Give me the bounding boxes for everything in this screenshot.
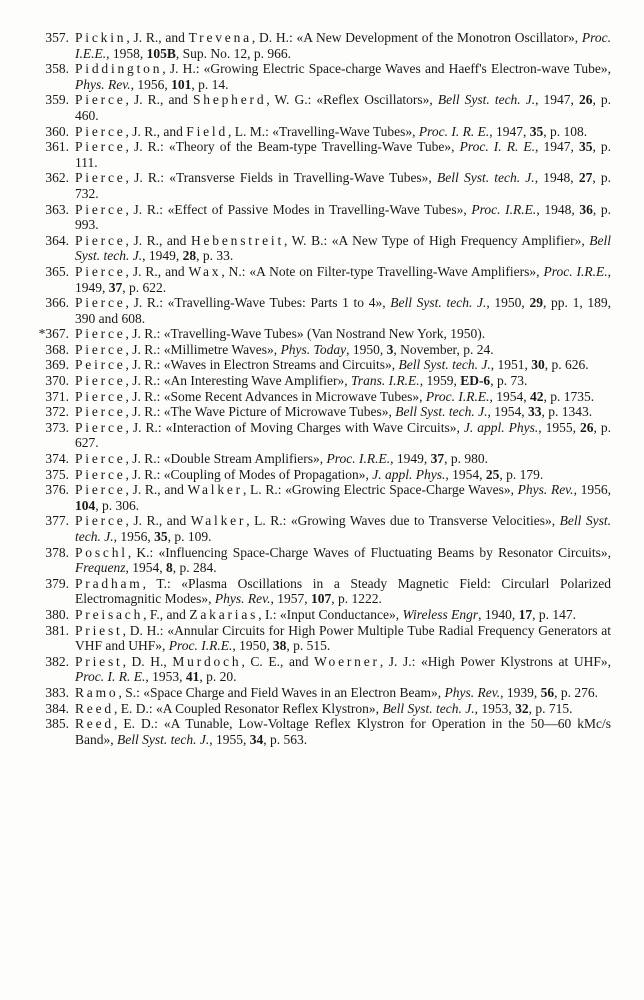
- author-name: Ramo: [75, 684, 119, 700]
- volume-number: 34: [249, 731, 264, 747]
- reference-fragment: , J. R.: «Some Recent Advances in Microwave Tubes»,: [125, 388, 426, 404]
- reference-text: [75, 170, 611, 201]
- reference-number: 361.: [45, 139, 69, 155]
- reference-entry: [36, 357, 611, 373]
- reference-fragment: , D. H.: «A New Development of the Monotron Oscillator»,: [251, 30, 582, 45]
- reference-entry: [36, 607, 611, 623]
- volume-number: 35: [529, 123, 544, 139]
- journal-name: Bell Syst. tech. J.: [437, 170, 535, 186]
- reference-entry: [36, 576, 611, 607]
- reference-fragment: , J. H.: «Growing Electric Space-charge Waves and Haeff's Electron-wave Tube»,: [162, 61, 611, 77]
- reference-fragment: , J. R.: «Interaction of Moving Charges with Wave Circuits»,: [125, 419, 464, 435]
- author-name: Pradham: [75, 575, 143, 591]
- reference-fragment: , K.: «Influencing Space-Charge Waves of Fluctuating Beams by Resonator Circuits»,: [127, 544, 611, 560]
- reference-fragment: , p. 563.: [263, 731, 308, 747]
- journal-name: J. appl. Phys.: [372, 466, 446, 482]
- reference-fragment: , p. 111.: [75, 139, 612, 170]
- reference-entry: [36, 295, 611, 326]
- author-name: Pierce: [75, 295, 126, 311]
- reference-number: 371.: [45, 388, 69, 404]
- reference-fragment: , J. R.: «The Wave Picture of Microwave Tubes»,: [125, 404, 396, 420]
- reference-fragment: , p. 980.: [444, 451, 488, 467]
- author-name: Wax: [188, 263, 222, 279]
- journal-name: Phys. Rev.: [444, 684, 501, 700]
- volume-number: 8: [166, 560, 173, 576]
- reference-number: 358.: [45, 61, 69, 77]
- reference-text: [75, 623, 611, 654]
- author-name: Pierce: [75, 326, 126, 342]
- author-name: Reed: [75, 700, 114, 716]
- reference-fragment: , F., and: [143, 606, 190, 622]
- volume-number: 33: [528, 404, 542, 420]
- reference-text: [75, 467, 543, 482]
- volume-number: 25: [485, 466, 500, 482]
- reference-entry: [36, 404, 611, 420]
- author-name: Pierce: [75, 92, 126, 108]
- author-name: Pierce: [75, 139, 126, 155]
- reference-fragment: , D. H.,: [122, 653, 173, 669]
- author-name: Pierce: [75, 263, 126, 279]
- reference-fragment: , p. 108.: [543, 123, 588, 139]
- reference-entry: [36, 701, 611, 717]
- reference-fragment: , 1950,: [232, 638, 273, 654]
- volume-number: 30: [531, 357, 545, 373]
- journal-name: Proc. I.R.E.: [168, 638, 233, 654]
- reference-fragment: , 1947,: [489, 123, 530, 139]
- reference-fragment: , p. 73.: [490, 373, 528, 389]
- reference-text: [75, 404, 592, 419]
- reference-number: 376.: [45, 482, 69, 498]
- reference-text: [75, 513, 611, 544]
- reference-number: 364.: [45, 232, 69, 248]
- author-name: Reed: [75, 716, 114, 732]
- volume-number: 3: [386, 341, 394, 357]
- author-name: Walker: [187, 482, 243, 498]
- reference-text: [75, 30, 611, 61]
- reference-fragment: , 1953,: [145, 669, 186, 685]
- reference-fragment: , p. 1343.: [541, 404, 593, 420]
- author-name: Priest: [75, 653, 123, 669]
- volume-number: 105B: [146, 45, 176, 61]
- reference-fragment: , 1958,: [106, 45, 147, 61]
- reference-fragment: , p. 460.: [75, 92, 612, 123]
- journal-name: Wireless Engr: [402, 606, 479, 622]
- author-name: Field: [186, 123, 229, 139]
- reference-fragment: , 1954,: [487, 404, 529, 420]
- reference-fragment: , W. B.: «A New Type of High Frequency Amplifier»,: [284, 232, 590, 248]
- reference-entry: [36, 30, 611, 61]
- reference-entry: [36, 623, 611, 654]
- reference-entry: [36, 233, 611, 264]
- reference-number: 373.: [45, 419, 69, 435]
- reference-number: *367.: [38, 326, 69, 342]
- reference-number: 381.: [45, 622, 69, 638]
- author-name: Walker: [190, 513, 247, 529]
- reference-fragment: , p. 1222.: [331, 591, 382, 607]
- reference-text: [75, 545, 611, 576]
- journal-name: Phys. Rev.: [214, 591, 271, 607]
- author-name: Pierce: [75, 404, 126, 420]
- volume-number: ED-6: [460, 373, 491, 389]
- author-name: Shepherd: [192, 92, 267, 108]
- author-name: Priest: [75, 622, 123, 638]
- reference-fragment: , p. 622.: [122, 279, 167, 295]
- reference-fragment: , E. D.: «A Coupled Resonator Reflex Klystron»,: [113, 700, 383, 716]
- journal-name: Phys. Rev.: [75, 76, 131, 92]
- reference-number: 378.: [45, 544, 69, 560]
- author-name: Pierce: [75, 232, 126, 248]
- reference-fragment: , 1947,: [535, 139, 579, 155]
- reference-fragment: , J. R.: «Theory of the Beam-type Travelling-Wave Tube»,: [125, 139, 460, 155]
- reference-fragment: , J. R.: «Waves in Electron Streams and Circuits»,: [125, 357, 399, 373]
- reference-fragment: , 1955,: [538, 419, 580, 435]
- volume-number: 42: [530, 388, 544, 404]
- reference-fragment: , L. R.: «Growing Electric Space-Charge Waves»,: [242, 482, 518, 498]
- reference-entry: [36, 513, 611, 544]
- reference-fragment: , p. 33.: [196, 248, 234, 264]
- reference-fragment: , 1949,: [390, 451, 431, 467]
- volume-number: 32: [515, 700, 529, 716]
- reference-fragment: , November, p. 24.: [393, 341, 494, 357]
- reference-fragment: , J. R.: «Travelling-Wave Tubes: Parts 1 to 4»,: [125, 295, 391, 311]
- reference-fragment: , p. 109.: [167, 529, 212, 544]
- reference-number: 382.: [45, 653, 69, 669]
- reference-fragment: , L. R.: «Growing Waves due to Transverse Velocities»,: [246, 513, 560, 529]
- reference-text: [75, 202, 611, 233]
- reference-fragment: , W. G.: «Reflex Oscillators»,: [266, 92, 438, 108]
- reference-fragment: , 1949,: [75, 263, 612, 295]
- volume-number: 35: [578, 139, 593, 155]
- reference-fragment: , p. 515.: [286, 638, 331, 654]
- reference-text: [75, 357, 589, 372]
- reference-fragment: , J. R.: «Coupling of Modes of Propagation»,: [125, 466, 373, 482]
- reference-entry: [36, 342, 611, 358]
- volume-number: 26: [578, 92, 593, 108]
- volume-number: 56: [540, 684, 555, 700]
- journal-name: Bell Syst. tech. J.: [437, 92, 536, 108]
- reference-entry: [36, 170, 611, 201]
- reference-entry: [36, 92, 611, 123]
- reference-number: 359.: [45, 92, 69, 108]
- reference-text: [75, 264, 611, 295]
- reference-fragment: , p. 276.: [554, 684, 599, 700]
- reference-fragment: , p. 147.: [532, 606, 577, 622]
- reference-entry: [36, 264, 611, 295]
- volume-number: 26: [580, 419, 594, 435]
- author-name: Pierce: [75, 482, 126, 498]
- reference-text: [75, 295, 611, 326]
- author-name: Pierce: [75, 451, 126, 467]
- volume-number: 41: [185, 669, 200, 685]
- reference-text: [75, 92, 611, 123]
- journal-name: Proc. I. R. E.: [459, 139, 536, 155]
- reference-number: 385.: [45, 716, 69, 732]
- reference-entry: [36, 685, 611, 701]
- reference-fragment: , 1954,: [125, 560, 166, 576]
- reference-fragment: , p. 14.: [191, 76, 229, 92]
- reference-fragment: , 1948,: [534, 170, 579, 186]
- volume-number: 104: [75, 497, 96, 513]
- reference-text: [75, 233, 611, 264]
- reference-number: 372.: [45, 404, 69, 420]
- reference-fragment: , J. R.: «Millimetre Waves»,: [125, 341, 281, 357]
- reference-fragment: , D. H.: «Annular Circuits for High Power Multiple Tube Radial Frequency Generators at VHF and UHF»,: [75, 622, 611, 654]
- author-name: Pierce: [75, 513, 126, 529]
- reference-fragment: , 1955,: [209, 731, 250, 747]
- reference-fragment: , p. 715.: [528, 700, 573, 716]
- reference-list: [36, 30, 611, 747]
- reference-number: 366.: [45, 295, 69, 311]
- author-name: Murdoch: [172, 653, 242, 669]
- reference-fragment: , T.: «Plasma Oscillations in a Steady Magnetic Field: Circularl Polarized Electromagnitic Modes»,: [75, 575, 611, 607]
- volume-number: 37: [108, 279, 123, 295]
- reference-entry: [36, 61, 611, 92]
- reference-entry: [36, 420, 611, 451]
- reference-number: 383.: [45, 684, 69, 700]
- journal-name: Proc. I. R. E.: [75, 669, 146, 685]
- reference-fragment: , 1956,: [573, 482, 611, 498]
- journal-name: Bell Syst. tech. J.: [75, 513, 611, 544]
- reference-entry: [36, 389, 611, 405]
- journal-name: Proc. I. R. E.: [418, 123, 490, 139]
- volume-number: 36: [579, 201, 593, 217]
- journal-name: Phys. Today: [280, 341, 347, 357]
- author-name: Pickin: [75, 30, 127, 45]
- journal-name: Bell Syst. tech. J.: [117, 731, 210, 747]
- reference-entry: [36, 373, 611, 389]
- reference-entry: [36, 545, 611, 576]
- journal-name: Bell Syst. tech. J.: [390, 295, 487, 311]
- reference-fragment: , 1940,: [478, 606, 519, 622]
- reference-number: 360.: [45, 123, 69, 139]
- reference-fragment: , J. R., and: [126, 30, 189, 45]
- reference-entry: [36, 202, 611, 233]
- reference-entry: [36, 467, 611, 483]
- reference-entry: [36, 654, 611, 685]
- reference-fragment: , 1954,: [489, 388, 530, 404]
- author-name: Peirce: [75, 357, 126, 373]
- reference-text: [75, 326, 485, 341]
- author-name: Zakarias: [189, 606, 259, 622]
- reference-text: [75, 389, 594, 404]
- volume-number: 17: [518, 606, 533, 622]
- journal-name: Bell Syst. tech. J.: [382, 700, 475, 716]
- reference-fragment: , J. R., and: [125, 263, 189, 279]
- reference-text: [75, 139, 611, 170]
- reference-number: 362.: [45, 170, 69, 186]
- journal-name: Bell Syst. tech. J.: [75, 232, 611, 264]
- volume-number: 35: [154, 529, 168, 544]
- journal-name: Proc. I.R.E.: [543, 263, 608, 279]
- journal-name: Phys. Rev.: [517, 482, 574, 498]
- reference-fragment: , J. J.: «High Power Klystrons at UHF»,: [379, 653, 611, 669]
- reference-fragment: , J. R., and: [125, 123, 187, 139]
- reference-fragment: , J. R.: «Transverse Fields in Travelling-Wave Tubes»,: [125, 170, 438, 186]
- volume-number: 107: [310, 591, 332, 607]
- journal-name: Proc. I.E.E.: [75, 30, 612, 61]
- reference-number: 357.: [45, 30, 69, 45]
- reference-entry: [36, 451, 611, 467]
- reference-entry: [36, 124, 611, 140]
- reference-number: 365.: [45, 263, 69, 279]
- reference-text: [75, 451, 488, 466]
- reference-number: 363.: [45, 201, 69, 217]
- reference-fragment: , J. R.: «Double Stream Amplifiers»,: [125, 451, 327, 467]
- reference-text: [75, 373, 527, 388]
- reference-text: [75, 654, 611, 685]
- reference-fragment: , p. 626.: [544, 357, 589, 373]
- reference-fragment: , 1951,: [490, 357, 532, 373]
- reference-fragment: , C. E., and: [241, 653, 315, 669]
- author-name: Pierce: [75, 170, 126, 186]
- journal-name: Trans. I.R.E.: [351, 373, 420, 389]
- author-name: Piddington: [75, 61, 163, 77]
- reference-fragment: , J. R., and: [125, 232, 191, 248]
- author-name: Pierce: [75, 373, 126, 389]
- reference-fragment: , J. R., and: [125, 482, 188, 498]
- journal-name: Bell Syst. tech. J.: [395, 404, 488, 420]
- reference-fragment: , p. 306.: [95, 497, 140, 513]
- author-name: Preisach: [75, 606, 144, 622]
- reference-number: 374.: [45, 451, 69, 467]
- reference-fragment: , J. R.: «Effect of Passive Modes in Travelling-Wave Tubes»,: [125, 201, 472, 217]
- author-name: Pierce: [75, 201, 126, 217]
- reference-fragment: , p. 284.: [172, 560, 217, 576]
- reference-text: [75, 607, 576, 622]
- reference-text: [75, 61, 611, 92]
- reference-fragment: , E. D.: «A Tunable, Low-Voltage Reflex Klystron for Operation in the 50—60 kMc/s Band»,: [75, 716, 611, 747]
- reference-fragment: , 1959,: [419, 373, 461, 389]
- reference-fragment: , p. 1735.: [543, 388, 595, 404]
- journal-name: Proc. I.R.E.: [425, 388, 490, 404]
- journal-name: Proc. I.R.E.: [326, 451, 391, 467]
- reference-fragment: , 1954,: [445, 466, 486, 482]
- reference-text: [75, 482, 611, 513]
- reference-fragment: , p. 179.: [499, 466, 544, 482]
- reference-fragment: , 1939,: [500, 684, 541, 700]
- reference-number: 375.: [45, 466, 69, 482]
- reference-entry: [36, 139, 611, 170]
- reference-fragment: , 1953,: [474, 700, 516, 716]
- reference-number: 370.: [45, 373, 69, 389]
- reference-number: 377.: [45, 513, 69, 529]
- journal-name: Frequenz: [75, 560, 126, 576]
- reference-fragment: , 1948,: [536, 201, 580, 217]
- reference-number: 384.: [45, 700, 69, 716]
- volume-number: 29: [529, 295, 543, 311]
- reference-fragment: , pp. 1, 189, 390 and 608.: [75, 295, 612, 326]
- reference-fragment: , J. R.: «Travelling-Wave Tubes» (Van Nostrand New York, 1950).: [125, 326, 486, 342]
- reference-fragment: , p. 20.: [199, 669, 237, 685]
- reference-fragment: , J. R., and: [125, 513, 191, 529]
- reference-fragment: , J. R., and: [125, 92, 193, 108]
- author-name: Pierce: [75, 123, 126, 139]
- volume-number: 27: [578, 170, 593, 186]
- reference-text: [75, 576, 611, 607]
- reference-number: 369.: [45, 357, 69, 373]
- reference-fragment: , I.: «Input Conductance»,: [258, 606, 403, 622]
- reference-text: [75, 124, 587, 139]
- author-name: Pierce: [75, 466, 126, 482]
- reference-fragment: , p. 732.: [75, 170, 612, 201]
- reference-fragment: , 1949,: [142, 248, 183, 264]
- volume-number: 37: [430, 451, 445, 467]
- author-name: Pierce: [75, 388, 126, 404]
- reference-fragment: , S.: «Space Charge and Field Waves in an Electron Beam»,: [118, 684, 445, 700]
- reference-text: [75, 685, 598, 700]
- reference-entry: [36, 326, 611, 342]
- reference-fragment: , L. M.: «Travelling-Wave Tubes»,: [228, 123, 419, 139]
- author-name: Woerner: [314, 653, 380, 669]
- author-name: Pierce: [75, 341, 126, 357]
- journal-name: Proc. I.R.E.: [471, 201, 537, 217]
- journal-name: Bell Syst. tech. J.: [398, 357, 491, 373]
- reference-fragment: , 1947,: [535, 92, 579, 108]
- reference-number: 379.: [45, 575, 69, 591]
- reference-text: [75, 420, 611, 451]
- reference-number: 368.: [45, 341, 69, 357]
- volume-number: 101: [171, 76, 192, 92]
- author-name: Pierce: [75, 419, 126, 435]
- reference-fragment: , 1956,: [113, 529, 155, 544]
- volume-number: 28: [182, 248, 197, 264]
- reference-fragment: , Sup. No. 12, p. 966.: [175, 45, 292, 61]
- reference-fragment: , 1950,: [486, 295, 530, 311]
- volume-number: 38: [272, 638, 287, 654]
- reference-fragment: , p. 627.: [75, 419, 611, 451]
- journal-name: J. appl. Phys.: [463, 419, 539, 435]
- reference-fragment: , 1957,: [270, 591, 311, 607]
- reference-fragment: , p. 993.: [75, 201, 612, 233]
- author-name: Trevena: [188, 30, 252, 45]
- author-name: Poschl: [75, 544, 128, 560]
- reference-text: [75, 716, 611, 747]
- reference-text: [75, 701, 573, 716]
- reference-number: 380.: [45, 606, 69, 622]
- reference-fragment: , 1956,: [130, 76, 172, 92]
- reference-fragment: , J. R.: «An Interesting Wave Amplifier»,: [125, 373, 352, 389]
- author-name: Hebenstreit: [190, 232, 284, 248]
- reference-text: [75, 342, 494, 357]
- reference-fragment: , N.: «A Note on Filter-type Travelling-Wave Amplifiers»,: [221, 263, 544, 279]
- reference-entry: [36, 482, 611, 513]
- reference-entry: [36, 716, 611, 747]
- reference-fragment: , 1950,: [346, 341, 387, 357]
